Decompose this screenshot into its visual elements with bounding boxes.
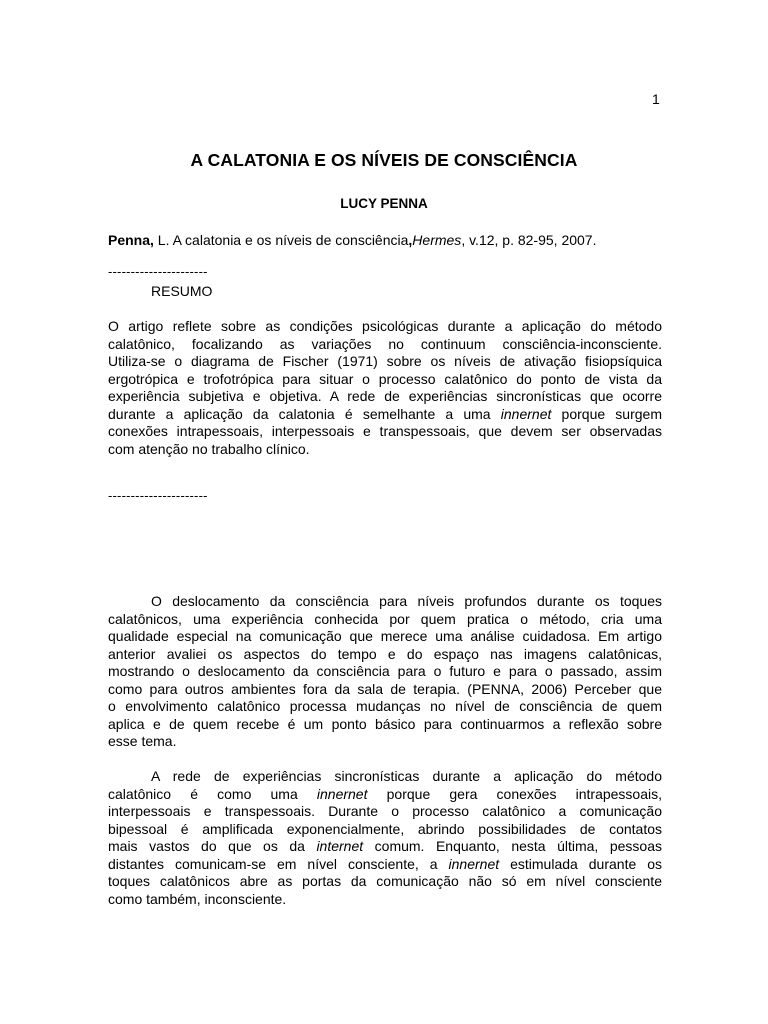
text-line: esse tema.	[108, 733, 177, 749]
citation	[108, 232, 668, 248]
citation-journal: Hermes	[412, 232, 462, 248]
text-line: O artigo reflete sobre as condições psicológicas durante a aplicação do método	[108, 318, 662, 334]
separator-bottom: ----------------------	[108, 488, 208, 503]
text-segment: durante a aplicação da calatonia é semelhante a uma	[108, 405, 501, 422]
text-line: ergotrópica e trofotrópica para situar o processo calatônico do ponto de vista da	[108, 370, 662, 387]
text-line: interpessoais e transpessoais. Durante o processo calatônico a comunicação	[108, 803, 662, 819]
text-line: como também, inconsciente.	[108, 890, 287, 907]
body-paragraph-1	[108, 593, 662, 751]
citation-comma: ,	[408, 232, 413, 248]
abstract-heading: RESUMO	[151, 283, 213, 299]
text-line	[108, 838, 662, 856]
separator-top: ----------------------	[108, 264, 208, 279]
text-line: aplica e de quem recebe é um ponto básico para continuarmos a reflexão sobre	[108, 715, 662, 732]
text-segment: calatônico é como uma	[108, 785, 317, 802]
text-segment: mais vastos do que os da	[108, 838, 317, 854]
text-segment: estimulada durante os	[499, 855, 663, 872]
citation-author: Penna,	[108, 232, 154, 248]
abstract-paragraph	[108, 318, 662, 458]
text-line: A rede de experiências sincronísticas durante a aplicação do método	[151, 768, 662, 784]
text-line: mostrando o deslocamento da consciência para o futuro e para o passado, assim	[108, 663, 662, 679]
text-line: com atenção no trabalho clínico.	[108, 440, 310, 457]
citation-title: L. A calatonia e os níveis de consciência	[153, 232, 409, 248]
text-line	[108, 406, 662, 424]
text-line: calatônicos, uma experiência conhecida por quem pratica o método, cria uma	[108, 610, 662, 627]
body-paragraph-2	[108, 768, 662, 908]
text-segment: porque surgem	[551, 405, 662, 422]
text-segment: distantes comunicam-se em nível consciente, a	[108, 855, 449, 872]
author-name: LUCY PENNA	[340, 196, 428, 211]
text-line: como para outros ambientes fora da sala de terapia. (PENNA, 2006) Perceber que	[108, 680, 662, 697]
article-title: A CALATONIA E OS NÍVEIS DE CONSCIÊNCIA	[190, 150, 578, 170]
page-number: 1	[652, 91, 660, 107]
text-line: qualidade especial na comunicação que merece uma análise cuidadosa. Em artigo	[108, 628, 662, 644]
text-line: Utiliza-se o diagrama de Fischer (1971) sobre os níveis de ativação fisiopsíquica	[108, 353, 662, 369]
text-line: toques calatônicos abre as portas da comunicação não só em nível consciente	[108, 873, 662, 889]
text-line: anterior avaliei os aspectos do tempo e do espaço nas imagens calatônicas,	[108, 645, 662, 662]
text-line: bipessoal é amplificada exponencialmente, abrindo possibilidades de contatos	[108, 820, 662, 837]
italic-term: innernet	[500, 405, 552, 422]
text-line: calatônico, focalizando as variações no continuum consciência-inconsciente.	[108, 335, 662, 352]
text-line: o envolvimento calatônico processa mudanças no nível de consciência de quem	[108, 698, 662, 714]
text-line	[108, 856, 662, 874]
citation-details: , v.12, p. 82-95, 2007.	[461, 232, 597, 248]
text-segment: comum. Enquanto, nesta última, pessoas	[363, 838, 662, 854]
text-segment: porque gera conexões intrapessoais,	[367, 785, 662, 802]
text-line	[108, 786, 662, 804]
italic-term: innernet	[316, 785, 368, 802]
text-line: conexões intrapessoais, interpessoais e transpessoais, que devem ser observadas	[108, 423, 662, 439]
text-line: experiência subjetiva e objetiva. A rede de experiências sincronísticas que ocorre	[108, 388, 662, 404]
italic-term: innernet	[448, 855, 500, 872]
italic-term: internet	[316, 838, 364, 854]
text-line: O deslocamento da consciência para níveis profundos durante os toques	[151, 593, 662, 609]
